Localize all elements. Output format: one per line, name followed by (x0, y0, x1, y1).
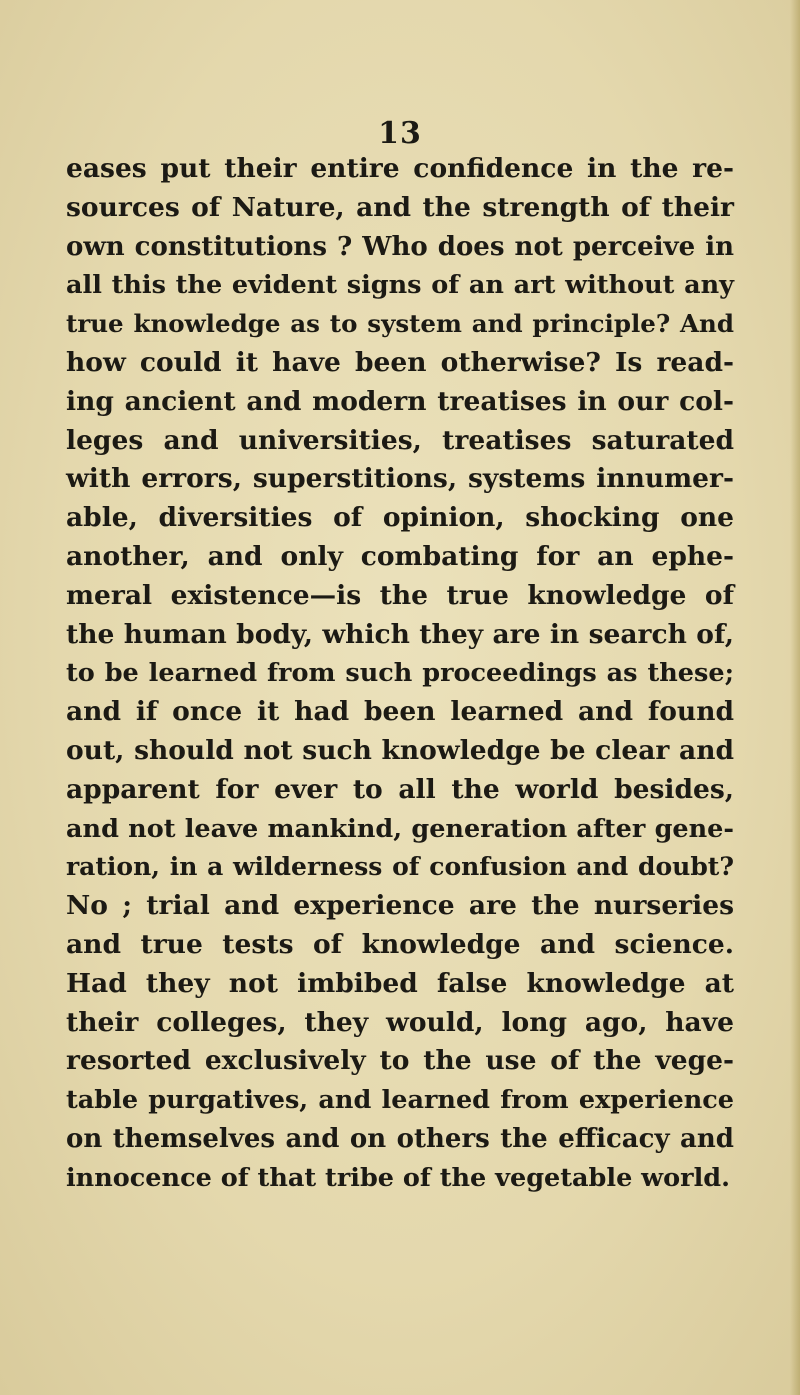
text-line: all this the evident signs of an art without any (66, 270, 734, 301)
text-line: innocence of that tribe of the vegetable world. (66, 1162, 730, 1193)
text-line: true knowledge as to system and principle? And (66, 309, 734, 339)
text-line: with errors, superstitions, systems innumer- (66, 463, 734, 495)
text-line: out, should not such knowledge be clear and (66, 734, 734, 766)
text-line: sources of Nature, and the strength of their (66, 191, 734, 223)
text-line: and if once it had been learned and found (66, 696, 734, 728)
text-line: how could it have been otherwise? Is read- (66, 346, 734, 378)
text-line: able, diversities of opinion, shocking one (66, 502, 734, 534)
page-edge (790, 0, 800, 1395)
text-line: own constitutions ? Who does not perceive in (66, 231, 734, 262)
text-line: on themselves and on others the efficacy and (66, 1123, 734, 1154)
page-number: 13 (378, 116, 422, 151)
body-text (66, 150, 734, 1198)
text-line: ration, in a wilderness of confusion and doubt? (66, 852, 734, 882)
text-line: ing ancient and modern treatises in our col- (66, 385, 734, 417)
text-line: their colleges, they would, long ago, have (66, 1006, 734, 1038)
text-line: and true tests of knowledge and science. (66, 928, 734, 960)
text-line: resorted exclusively to the use of the vege- (66, 1045, 734, 1077)
text-line: to be learned from such proceedings as these; (66, 658, 734, 689)
text-line: Had they not imbibed false knowledge at (66, 967, 734, 999)
text-line: and not leave mankind, generation after gene- (66, 813, 734, 844)
text-line: No ; trial and experience are the nurseries (66, 890, 734, 922)
text-line: eases put their entire confidence in the re- (66, 153, 734, 184)
text-line: apparent for ever to all the world besides, (66, 773, 734, 805)
text-line: table purgatives, and learned from experience (66, 1085, 734, 1116)
text-line: leges and universities, treatises saturated (66, 424, 734, 456)
text-line: meral existence—is the true knowledge of (66, 579, 734, 611)
text-line: the human body, which they are in search of, (66, 618, 734, 650)
text-line: another, and only combating for an ephe- (66, 540, 734, 572)
